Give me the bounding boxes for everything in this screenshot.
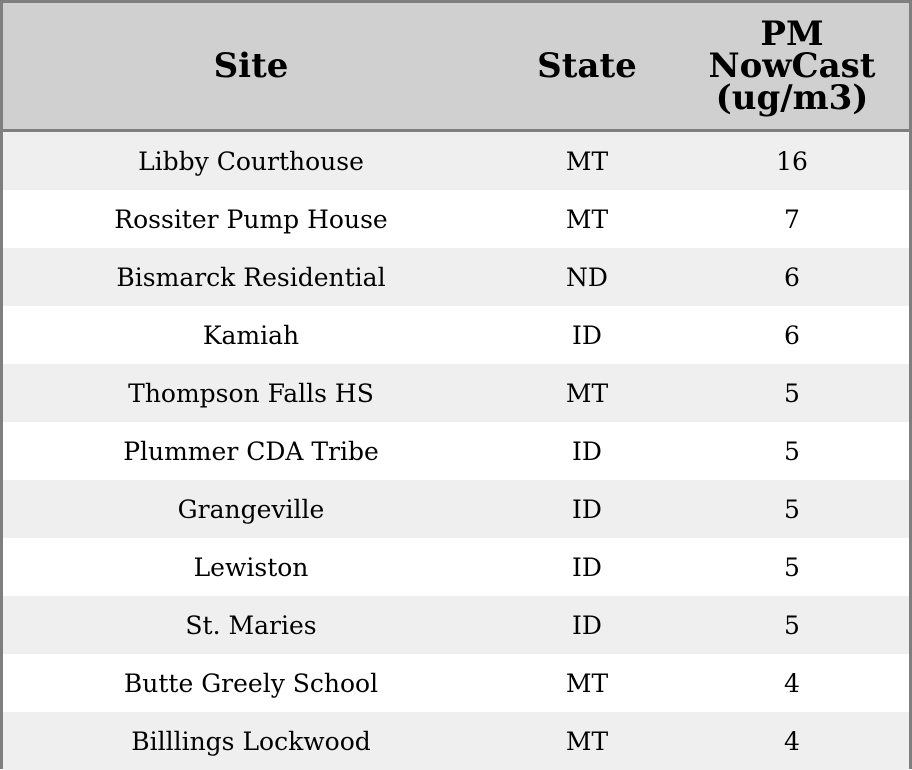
cell-pm-nowcast: 16	[776, 146, 808, 176]
cell-pm-nowcast: 5	[784, 552, 800, 582]
table-body	[3, 132, 909, 770]
cell-pm-nowcast: 5	[784, 494, 800, 524]
cell-site: Billlings Lockwood	[131, 726, 371, 756]
cell-state: ID	[572, 320, 602, 350]
cell-pm-nowcast: 6	[784, 262, 800, 292]
table-row	[3, 306, 909, 364]
table-row	[3, 132, 909, 190]
cell-pm-nowcast: 5	[784, 610, 800, 640]
cell-site: Bismarck Residential	[116, 262, 386, 292]
header-state: State	[537, 46, 637, 86]
cell-pm-nowcast: 5	[784, 436, 800, 466]
cell-state: MT	[565, 204, 609, 234]
cell-pm-nowcast: 5	[784, 378, 800, 408]
table-row	[3, 480, 909, 538]
cell-pm-nowcast: 6	[784, 320, 800, 350]
cell-pm-nowcast: 4	[784, 726, 800, 756]
cell-site: Plummer CDA Tribe	[123, 436, 379, 466]
cell-state: MT	[565, 726, 609, 756]
cell-pm-nowcast: 4	[784, 668, 800, 698]
cell-state: ID	[572, 494, 602, 524]
cell-state: ID	[572, 552, 602, 582]
table-row	[3, 364, 909, 422]
cell-state: ID	[572, 436, 602, 466]
table-row	[3, 190, 909, 248]
header-pm-nowcast: PM NowCast (ug/m3)	[708, 14, 876, 118]
cell-site: Lewiston	[193, 552, 309, 582]
cell-site: Rossiter Pump House	[114, 204, 388, 234]
cell-site: Grangeville	[177, 494, 325, 524]
table-row	[3, 538, 909, 596]
table-header	[3, 3, 909, 132]
cell-state: MT	[565, 146, 609, 176]
cell-site: St. Maries	[185, 610, 317, 640]
cell-state: ID	[572, 610, 602, 640]
cell-site: Butte Greely School	[123, 668, 379, 698]
header-site: Site	[213, 46, 289, 86]
cell-state: MT	[565, 378, 609, 408]
cell-site: Libby Courthouse	[138, 146, 364, 176]
cell-site: Thompson Falls HS	[128, 378, 374, 408]
cell-state: ND	[566, 262, 608, 292]
table-row	[3, 712, 909, 770]
table-row	[3, 654, 909, 712]
table-row	[3, 422, 909, 480]
table-row	[3, 596, 909, 654]
cell-pm-nowcast: 7	[784, 204, 800, 234]
table-row	[3, 248, 909, 306]
cell-site: Kamiah	[202, 320, 300, 350]
cell-state: MT	[565, 668, 609, 698]
